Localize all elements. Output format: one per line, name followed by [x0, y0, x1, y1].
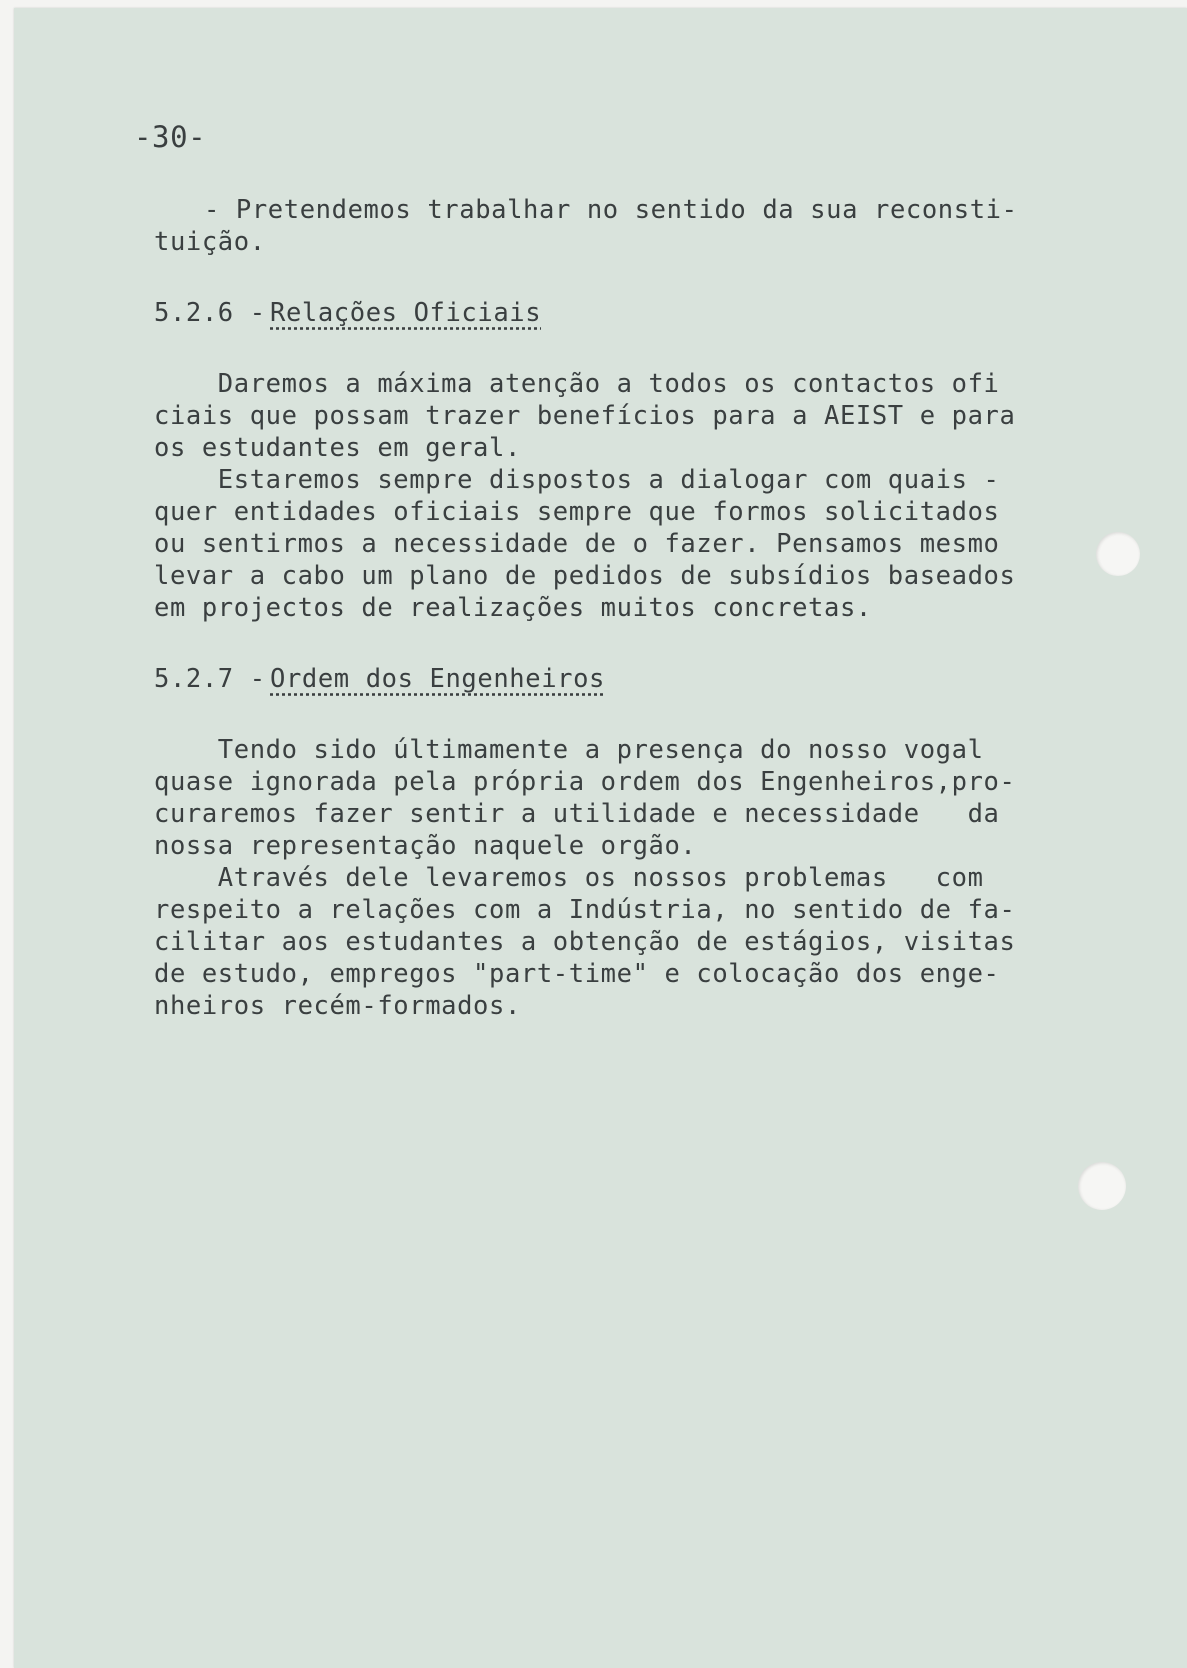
paragraph-line: respeito a relações com a Indústria, no sentido de fa-: [154, 895, 1016, 925]
paragraph-line: levar a cabo um plano de pedidos de subsídios baseados: [154, 561, 1016, 591]
paragraph-line: - Pretendemos trabalhar no sentido da sua reconsti-: [204, 195, 1018, 225]
paragraph-line: de estudo, empregos "part-time" e colocação dos enge-: [154, 959, 1000, 989]
paragraph-line: Através dele levaremos os nossos problemas com: [154, 863, 984, 893]
section-heading-title: Relações Oficiais: [270, 298, 542, 328]
document-page: [14, 8, 1187, 1668]
paragraph-line: tuição.: [154, 227, 266, 257]
paragraph-line: curaremos fazer sentir a utilidade e necessidade da: [154, 799, 1000, 829]
paragraph-line: em projectos de realizações muitos concretas.: [154, 593, 872, 623]
paragraph-line: nossa representação naquele orgão.: [154, 831, 697, 861]
paragraph-line: nheiros recém-formados.: [154, 991, 521, 1021]
paragraph-line: Daremos a máxima atenção a todos os contactos ofi: [154, 369, 1000, 399]
paragraph-line: quer entidades oficiais sempre que formos solicitados: [154, 497, 1000, 527]
paragraph-line: cilitar aos estudantes a obtenção de estágios, visitas: [154, 927, 1016, 957]
section-heading-number: 5.2.7 -: [154, 664, 266, 694]
paragraph-line: Tendo sido últimamente a presença do nosso vogal: [154, 735, 984, 765]
paragraph-line: os estudantes em geral.: [154, 433, 521, 463]
punch-hole-top: [1096, 532, 1140, 576]
punch-hole-bottom: [1078, 1162, 1126, 1210]
section-heading-number: 5.2.6 -: [154, 298, 266, 328]
paragraph-line: ou sentirmos a necessidade de o fazer. Pensamos mesmo: [154, 529, 1000, 559]
paragraph-line: ciais que possam trazer benefícios para a AEIST e para: [154, 401, 1016, 431]
paragraph-line: Estaremos sempre dispostos a dialogar com quais -: [154, 465, 1000, 495]
page-number: -30-: [134, 120, 207, 154]
section-heading-title: Ordem dos Engenheiros: [270, 664, 605, 694]
paragraph-line: quase ignorada pela própria ordem dos Engenheiros,pro-: [154, 767, 1016, 797]
